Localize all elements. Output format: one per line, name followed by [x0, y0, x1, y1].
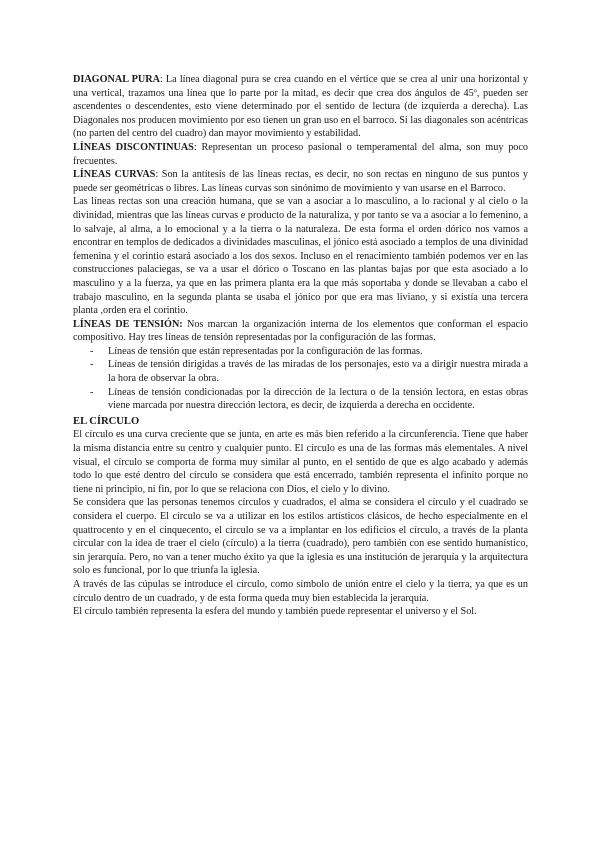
list-item — [73, 386, 528, 413]
term-diagonal-pura: DIAGONAL PURA — [73, 74, 160, 85]
paragraph-lineas-discontinuas — [73, 141, 528, 168]
list-item-text: Líneas de tensión que están representadas por la configuración de las formas. — [108, 345, 423, 357]
term-lineas-curvas: LÍNEAS CURVAS — [73, 169, 156, 181]
list-item — [73, 345, 528, 359]
dash-marker: - — [90, 345, 94, 357]
term-lineas-discontinuas: LÍNEAS DISCONTINUAS — [73, 141, 194, 153]
list-item-text: Líneas de tensión condicionadas por la dirección de la lectura o de la tensión lectora, en estas obras viene marcada por nuestra dirección lectora, es decir, de izquierda a derecha en occidente. — [108, 386, 528, 412]
section-heading-el-circulo: EL CÍRCULO — [73, 415, 140, 427]
paragraph-rectas-curvas — [73, 195, 528, 317]
paragraph-text: : Representan un proceso pasional o temperamental del alma, son muy poco frecuentes. — [73, 141, 529, 167]
tension-lines-list — [73, 345, 528, 413]
dash-marker: - — [90, 359, 94, 371]
paragraph-lineas-curvas — [73, 168, 528, 195]
paragraph-lineas-de-tension — [73, 318, 528, 345]
dash-marker: - — [90, 386, 94, 398]
paragraph-circulo-definicion: El círculo es una curva creciente que se junta, en arte es más bien referido a la circunferencia. Tiene que haber la misma distancia entre su centro y cualquier punto. El círculo es una de las formas más elementales. A nivel visual, el círculo se comporta de forma muy similar al punto, en el sentido de que es algo acabado y además todo lo que esté dentro del círculo se considera que está encerrado, también representa el infinito porque no tiene ni principio, ni fin, por lo que se relaciona con Dios, el cielo y lo divino. — [73, 429, 528, 495]
term-lineas-de-tension: LÍNEAS DE TENSIÓN: — [73, 318, 183, 330]
paragraph-diagonal-pura — [73, 73, 528, 141]
paragraph-text: Las líneas rectas son una creación humana, que se van a asociar a lo masculino, a lo racional y al cielo o la divinidad, mientras que las líneas curvas e producto de la naturaliza, y por tanto se va a asociar a lo femenino, a lo salvaje, al alma, a lo emocional y a la tierra o la naturaleza. De esta forma el orden dórico nos vamos a encontrar en templos de dedicados a divinidades masculinas, el jónico está asociado a templos de una divinidad femenina y el corintio estará asociado a los dos sexos. Incluso en el renacimiento también podemos ver en las construcciones palaciegas, se va a usar el dórico o Toscano en las plantas bajas por que esta asociado a lo masculino y a la fuerza, ya que en las primera planta era la que más soportaba y donde se llevaban a cabo el trabajo masculino, en la segunda planta se usaba el jónico por que era mas liviano, y si existía una tercera planta ,orden era el corintio. — [73, 196, 528, 317]
list-item — [73, 358, 528, 385]
paragraph-text: : La línea diagonal pura se crea cuando en el vértice que se crea al unir una horizontal y una vertical, trazamos una línea que lo parte por la mitad, es decir que crea dos ángulos de 45º, pueden ser ascendentes o descendentes, esto viene determinado por el sentido de lectura (de izquierda a derecha). Las Diagonales nos producen movimiento por eso tienen un gran uso en el barroco. Si las diagonales son acéntricas (no parten del centro del cuadro) dan mayor movimiento y estabilidad. — [73, 74, 528, 140]
paragraph-esfera-mundo: El círculo también representa la esfera del mundo y también puede representar el universo y el Sol. — [73, 606, 477, 618]
paragraph-circulo-cuadrado: Se considera que las personas tenemos círculos y cuadrados, el alma se considera el círculo y el cuadrado se considera el cuerpo. El círculo se va a utilizar en los estilos artísticos clásicos, de hecho especialmente en el quattrocento y en el cinquecento, el círculo se va a implantar en los edificios el círculo, a través de la planta circular con la idea de traer el cielo (círculo) a la tierra (cuadrado), pero también con ese sentido humanístico, sin jerarquía. Pero, no van a tener mucho éxito ya que la iglesia es una institución de jerarquía y la arquitectura solo es funcional, por lo que triunfa la iglesia. — [73, 497, 528, 577]
list-item-text: Líneas de tensión dirigidas a través de las miradas de los personajes, esto va a dirigir nuestra mirada a la hora de observar la obra. — [108, 359, 528, 385]
paragraph-text: : Son la antítesis de las líneas rectas, es decir, no son rectas en ninguno de sus puntos y puede ser geométricas o libres. Las líneas curvas son sinónimo de movimiento y van usarse en el Barroco. — [73, 169, 528, 194]
paragraph-cupulas: A través de las cúpulas se introduce el círculo, como símbolo de unión entre el cielo y la tierra, ya que es un círculo dentro de un cuadrado, y de esta forma queda muy bien establecida la jerarquía. — [73, 578, 528, 604]
paragraph-text: Nos marcan la organización interna de los elementos que conforman el espacio compositivo. Hay tres líneas de tensión representadas por la configuración de las formas. — [73, 318, 528, 344]
document-page — [73, 73, 528, 619]
